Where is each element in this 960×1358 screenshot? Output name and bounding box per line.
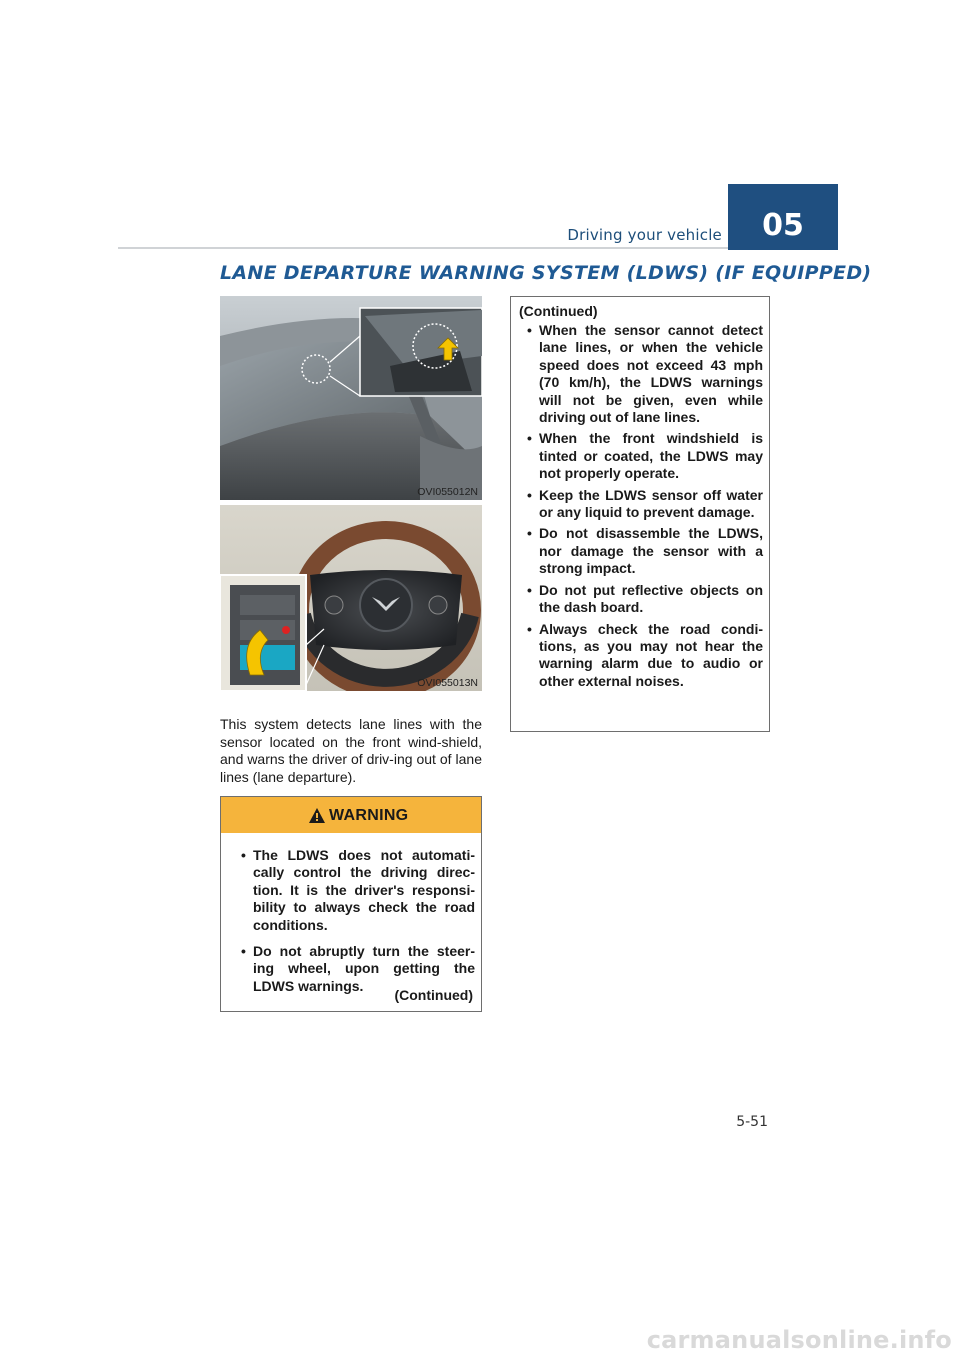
list-item: • The LDWS does not automati-cally control the driving direc-tion. It is the driver's responsi-bility to always check the road conditions. <box>241 847 475 933</box>
warning-triangle-icon <box>309 808 325 823</box>
page-title: LANE DEPARTURE WARNING SYSTEM (LDWS) (IF EQUIPPED) <box>220 262 872 284</box>
figure-code: OVI055013N <box>417 677 478 689</box>
list-item: • When the sensor cannot detect lane lines, or when the vehicle speed does not exceed 43 mph (70 km/h), the LDWS warnings will not be given, even while driving out of lane lines. <box>527 322 763 426</box>
page-number: 5-51 <box>736 1114 768 1130</box>
chapter-number: 05 <box>762 208 804 243</box>
warning-list <box>231 847 475 1004</box>
list-item: • When the front windshield is tinted or coated, the LDWS may not properly operate. <box>527 430 763 482</box>
continued-label: (Continued) <box>394 987 473 1003</box>
steering-wheel-ldws-button-illustration-icon <box>220 505 482 691</box>
steering-wheel-figure <box>220 505 482 691</box>
list-item: • Keep the LDWS sensor off water or any liquid to prevent damage. <box>527 486 763 521</box>
warning-label: WARNING <box>329 807 409 824</box>
figure-code: OVI055012N <box>417 486 478 498</box>
intro-paragraph: This system detects lane lines with the sensor located on the front wind-shield, and warns the driver of driv-ing out of lane lines (lane departure). <box>220 716 482 785</box>
continued-warning-box <box>510 296 770 732</box>
windshield-sensor-figure <box>220 296 482 500</box>
windshield-sensor-illustration-icon <box>220 296 482 500</box>
list-item: • Do not disassemble the LDWS, nor damage the sensor with a strong impact. <box>527 525 763 577</box>
continued-label: (Continued) <box>519 303 598 319</box>
section-title: Driving your vehicle <box>567 226 722 244</box>
list-item: • Always check the road condi-tions, as you may not hear the warning alarm due to audio or other external noises. <box>527 620 763 689</box>
warning-header <box>221 797 481 833</box>
list-item: • Do not abruptly turn the steer-ing wheel, upon getting the LDWS warnings. <box>241 943 475 994</box>
watermark: carmanualsonline.info <box>646 1326 952 1354</box>
list-item: • Do not put reflective objects on the dash board. <box>527 581 763 616</box>
warning-box <box>220 796 482 1012</box>
continued-list <box>517 322 763 694</box>
